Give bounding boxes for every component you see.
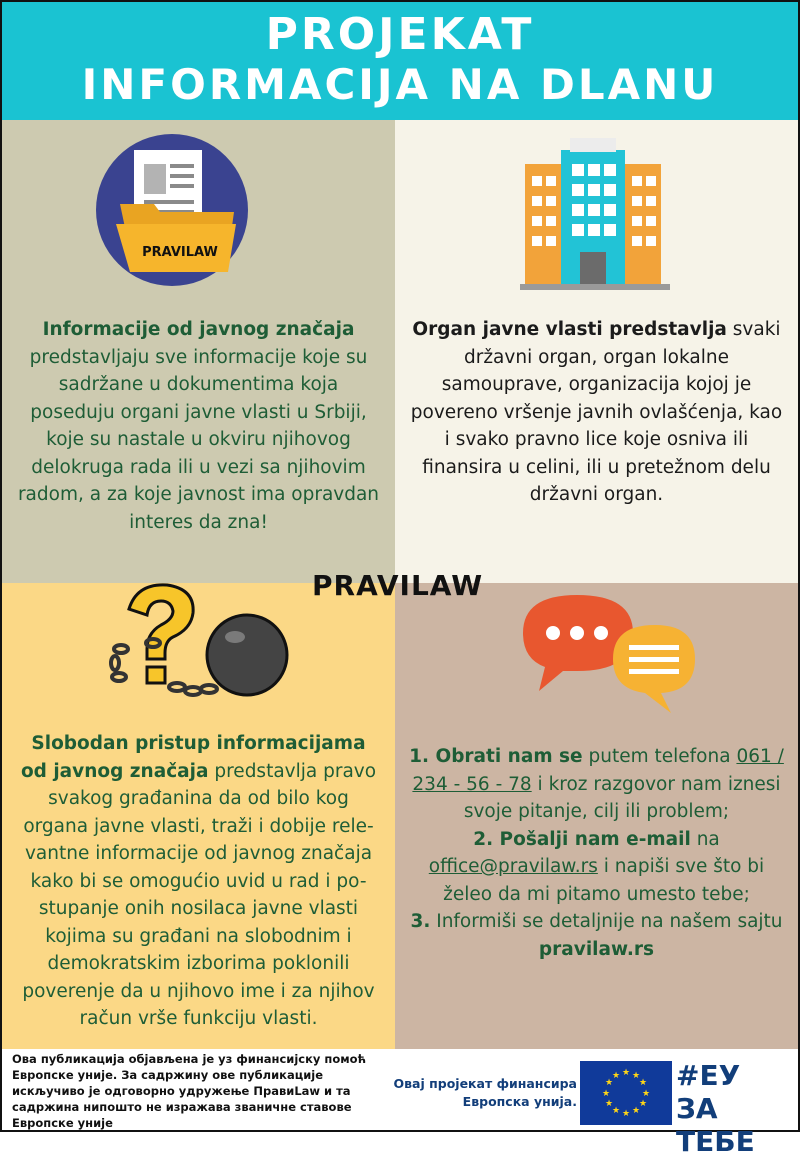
svg-text:★: ★ — [604, 1099, 614, 1109]
email-link[interactable]: office@pravilaw.rs — [428, 856, 598, 877]
public-information-heading: Informacije od javnog značaja — [42, 319, 355, 340]
svg-text:★: ★ — [638, 1099, 648, 1109]
contact-steps-text — [409, 743, 784, 963]
step2-text-b: i napiši sve što bi želeo da mi pitamo umesto tebe; — [443, 856, 765, 905]
step2-text-a: na — [690, 828, 720, 850]
building-icon — [520, 132, 670, 292]
public-information-text — [16, 316, 381, 536]
footer — [2, 1049, 798, 1158]
public-authority-heading: Organ javne vlasti predstavlja — [412, 319, 727, 340]
free-access-text — [16, 730, 381, 1033]
section-free-access — [2, 583, 395, 1049]
section-public-authority — [395, 120, 798, 583]
eu-for-you-tag — [676, 1059, 798, 1158]
step3-label: 3. — [410, 911, 431, 932]
free-access-heading: Slobodan pristup informacijama od javnog značaja — [20, 733, 366, 782]
section-contact-steps — [395, 583, 798, 1049]
title-line-1: PROJEKAT — [265, 9, 535, 60]
website-link[interactable]: pravilaw.rs — [538, 938, 655, 960]
step1-text-a: putem telefona — [582, 746, 737, 767]
eu-disclaimer-text: Ова публикација објављена је уз финансијску помоћ Европске уније. За садржину ове публикације искључиво је одговорно удружење ПравиLaw и та садржина нипошто не изражава званичне ставове Европске уније — [12, 1052, 367, 1130]
svg-text:★: ★ — [611, 1106, 621, 1116]
eu-flag-icon — [580, 1061, 672, 1125]
section-public-information — [2, 120, 395, 583]
title-line-2: INFORMACIJA NA DLANU — [81, 60, 719, 109]
phone-number-link[interactable]: 061 / 234 - 56 - 78 — [412, 746, 784, 795]
step2-label: 2. Pošalji nam e-mail — [473, 828, 691, 850]
svg-text:★: ★ — [621, 1109, 631, 1119]
step1-text-b: i kroz razgovor nam iznesi svoje pitanje, cilj ili problem; — [463, 773, 781, 822]
eu-funding-text: Овај пројекат финансира Европска унија. — [393, 1076, 577, 1109]
svg-text:★: ★ — [638, 1078, 648, 1088]
step3-text: Informiši se detaljnije na našem sajtu — [430, 911, 783, 932]
svg-text:★: ★ — [611, 1071, 621, 1081]
free-access-body: predstavlja pravo svakog građanina da od bilo kog organa javne vlasti, traži i dobije rele-vantne informacije od javnog značaja kako bi se omogućio uvid u rad i po-stupanje onih nosilaca javne vlasti kojima su građani na slobodnim i demokratskim izborima poklonili poverenje da u njihovo ime i za njihov račun vrše funkciju vlasti. — [22, 760, 377, 1029]
question-ball-chain-icon — [97, 579, 297, 709]
public-information-body: predstavljaju sve informacije koje su sadržane u dokumentima koja poseduju organi javne vlasti u Srbiji, koje su nastale u okviru njihovog delokruga rada ili u vezi sa njihovim radom, a za koje javnost ima opravdan interes da zna! — [17, 346, 380, 533]
svg-text:★: ★ — [601, 1089, 611, 1099]
public-authority-text — [409, 316, 784, 509]
pravilaw-logo: PRAVILAW — [312, 569, 484, 602]
folder-document-icon — [94, 132, 250, 288]
public-authority-body: svaki državni organ, organ lokalne samouprave, organizacija kojoj je povereno vršenje javnih ovlašćenja, kao i svako pravno lice koje osniva ili finansira u celini, ili u pretežnom delu državni organ. — [410, 319, 783, 505]
page-header — [2, 2, 798, 120]
step1-label: 1. Obrati nam se — [409, 746, 583, 767]
svg-text:★: ★ — [631, 1071, 641, 1081]
svg-text:★: ★ — [621, 1068, 631, 1078]
svg-text:★: ★ — [641, 1089, 651, 1099]
folder-label: PRAVILAW — [142, 245, 218, 260]
svg-text:★: ★ — [631, 1106, 641, 1116]
eu-tag-line-1: #ЕУ — [676, 1059, 741, 1092]
eu-tag-line-2: ЗА ТЕБЕ — [676, 1092, 755, 1158]
chat-bubbles-icon — [513, 581, 703, 721]
svg-text:★: ★ — [604, 1078, 614, 1088]
